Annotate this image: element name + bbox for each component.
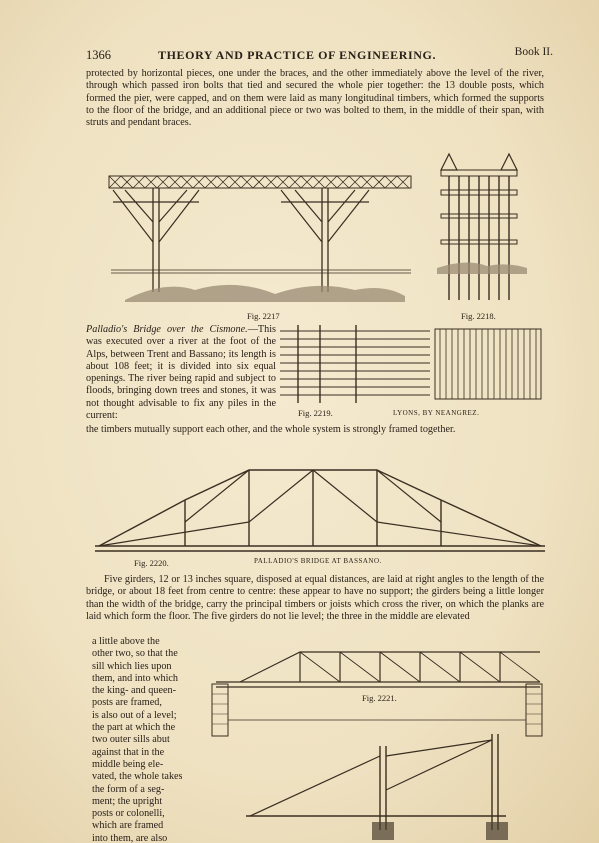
figure-2221-label: Fig. 2221. [362,693,397,703]
column-line: ment; the upright [92,795,163,807]
column-line: them, and into which [92,672,179,684]
figure-2217-bridge-elevation [105,172,415,312]
column-line: two outer sills abut [92,734,170,746]
book-label: Book II. [514,46,553,58]
page-title: THEORY AND PRACTICE OF ENGINEERING. [158,48,437,62]
column-line: the king- and queen- [92,685,177,697]
column-line: the part at which the [92,722,176,734]
figure-2221-bridge [210,640,544,840]
column-line: vated, the whole takes [92,771,183,783]
column-line: against that in the [92,746,165,758]
column-line: other two, so that the [92,648,178,660]
paragraph-piers: protected by horizontal pieces, one under the braces, and the other immediately above the level of the river, through which passed iron bolts that tied and secured the whole pier together: the 13 double posts, which formed the pier, were capped, and on them were laid as many longitudinal timbers, which formed the supports to the floor of the bridge, and an additional piece or two was bolted to them, in the middle of their span, with struts and pendant braces. [86,68,544,129]
column-line: a little above the [92,636,160,647]
figure-2219-label: Fig. 2219. [298,408,333,418]
paragraph-girders-column [92,636,202,843]
column-line: sill which lies upon [92,660,172,672]
column-line: posts or colonelli, [92,808,165,820]
column-line: into them, are also [92,832,168,843]
figure-2220-palladio-bassano-truss [95,462,545,557]
figure-2219-plan [280,325,544,405]
figure-2220-label: Fig. 2220. [134,558,169,568]
paragraph-framed-together: the timbers mutually support each other, and the whole system is strongly framed together. [86,424,456,435]
column-line: which are framed [92,820,164,832]
palladio-cismone-paragraph [86,324,276,422]
palladio-cismone-text: —This was executed over a river at the foot of the Alps, between Trent and Bassano; its length is about 108 feet; it is divided into six equal openings. The river being rapid and subject to floods, bringing down trees and stones, it was not thought advisable to fix any piles in the current: [86,324,276,422]
page-number: 1366 [86,48,111,62]
figure-2219-caption: LYONS, BY NEANGREZ. [393,409,480,417]
paragraph-girders: Five girders, 12 or 13 inches square, disposed at equal distances, are laid at right angles to the length of the bridge, or about 18 feet from centre to centre: these appear to have no support; the girders being a little longer than the width of the bridge, carry the principal timbers or joists which cross the river, on which the planks are laid which form the floor. The five girders do not lie level; the three in the middle are elevated [86,574,544,622]
column-line: middle being ele- [92,758,164,770]
column-line: is also out of a level; [92,709,177,721]
palladio-cismone-heading: Palladio's Bridge over the Cismone. [86,324,248,335]
column-line: the form of a seg- [92,783,165,795]
figure-2217-label: Fig. 2217 [247,311,280,321]
figure-2218-pier-section [437,150,527,310]
column-line: posts are framed, [92,697,162,709]
figure-2220-caption: PALLADIO'S BRIDGE AT BASSANO. [254,557,382,565]
figure-2218-label: Fig. 2218. [461,311,496,321]
running-header [86,48,553,64]
